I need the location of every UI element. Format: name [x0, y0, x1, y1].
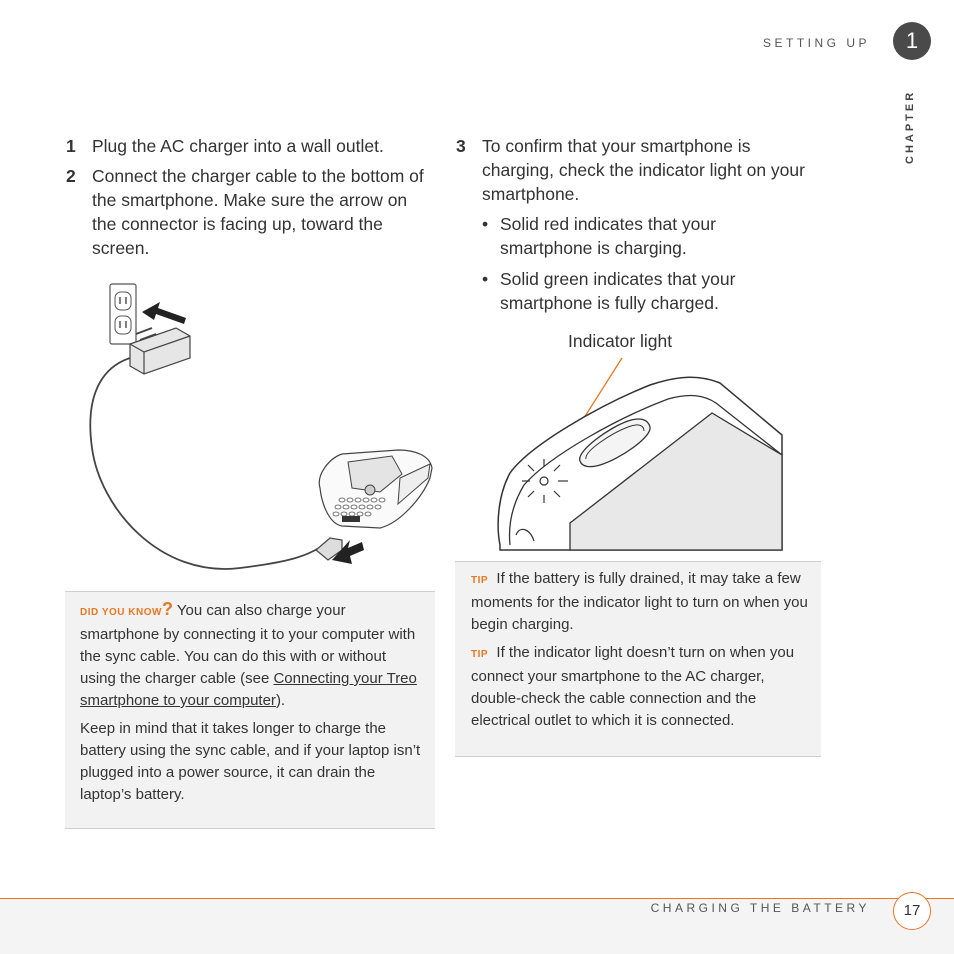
bullet-text: Solid red indicates that your smartphone is charging. — [500, 214, 716, 258]
tips-box — [455, 561, 821, 757]
phone-closeup-illustration — [490, 355, 790, 555]
step-3 — [456, 134, 806, 206]
header-section-title: SETTING UP — [762, 36, 870, 50]
bullet-text: Solid green indicates that your smartphone is fully charged. — [500, 269, 736, 313]
bullet-dot: • — [482, 214, 489, 234]
tip-label: TIP — [471, 575, 489, 586]
bullet-item — [482, 212, 782, 260]
tip-text: If the battery is fully drained, it may take a few moments for the indicator light to turn on when you begin charging. — [471, 570, 808, 633]
footer-section-title: CHARGING THE BATTERY — [650, 901, 870, 915]
did-you-know-label: DID YOU KNOW — [80, 607, 162, 618]
connecting-link[interactable]: Connecting your Treo smartphone to your computer — [80, 670, 417, 709]
did-you-know-box — [65, 591, 435, 829]
charger-illustration — [80, 278, 440, 578]
arrow-icon — [142, 302, 186, 324]
tip-1 — [471, 568, 809, 636]
did-you-know-para1 — [80, 598, 421, 712]
page-number: 17 — [893, 892, 931, 930]
did-you-know-para2: Keep in mind that it takes longer to charge the battery using the sync cable, and if your laptop isn’t plugged into a power source, it can drain the laptop’s battery. — [80, 720, 421, 803]
para-text: ). — [275, 692, 286, 709]
bullet-item — [482, 267, 782, 315]
chapter-number-badge: 1 — [893, 22, 931, 60]
step-2 — [66, 164, 436, 260]
question-mark-icon: ? — [161, 599, 173, 619]
step-number: 2 — [66, 166, 76, 186]
footer-divider — [0, 898, 954, 899]
tip-text: If the indicator light doesn’t turn on when you connect your smartphone to the AC charger, double-check the cable connection and the electrical outlet to which it is connected. — [471, 644, 795, 729]
smartphone-icon — [319, 450, 432, 528]
wall-outlet-icon — [110, 284, 136, 344]
charger-cable — [90, 358, 330, 569]
step-text: Connect the charger cable to the bottom of the smartphone. Make sure the arrow on the connector is facing up, toward the screen. — [92, 166, 424, 258]
step-number: 1 — [66, 136, 76, 156]
charger-brick — [130, 328, 190, 374]
tip-label: TIP — [471, 649, 489, 660]
tip-2 — [471, 642, 809, 732]
indicator-light-callout: Indicator light — [568, 331, 673, 351]
step-text: To confirm that your smartphone is charging, check the indicator light on your smartphone. — [482, 136, 805, 204]
step-number: 3 — [456, 136, 466, 156]
para-text: You can also charge your smartphone by connecting it to your computer with the sync cable. You can do this with or without using the charger cable (see — [80, 602, 416, 687]
chapter-vertical-label: CHAPTER — [904, 89, 916, 164]
bullet-dot: • — [482, 269, 489, 289]
step-1 — [66, 134, 436, 158]
step-text: Plug the AC charger into a wall outlet. — [92, 136, 384, 156]
